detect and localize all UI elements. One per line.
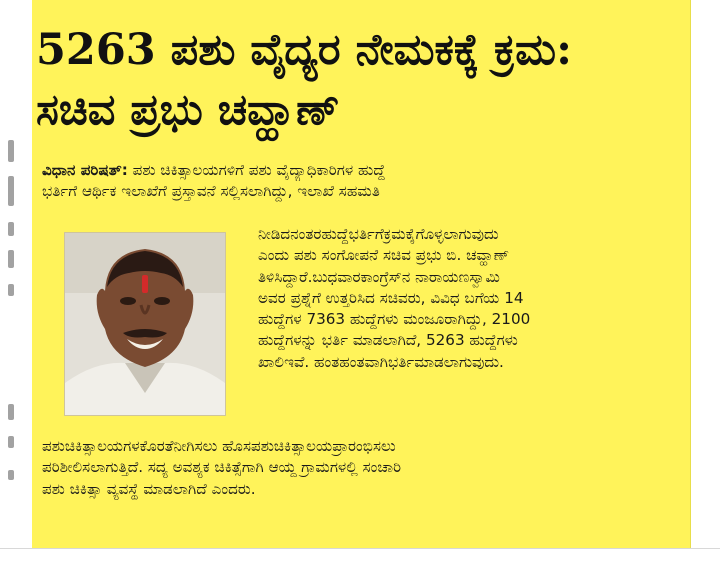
adjacent-column-edge [0, 0, 30, 561]
article-body-side [258, 224, 660, 373]
body-line: ಎಂದು ಪಶು ಸಂಗೋಪನೆ ಸಚಿವ ಪ್ರಭು ಬಿ. ಚವ್ಹಾಣ್ [258, 246, 510, 265]
body-line: ತಿಳಿಸಿದ್ದಾರೆ.ಬುಧವಾರಕಾಂಗ್ರೆಸ್‌ನ ನಾರಾಯಣಸ್ವಾಮಿ [258, 267, 501, 286]
body-line: ನೀಡಿದನಂತರಹುದ್ದೆಭರ್ತಿಗೆಕ್ರಮಕೈಗೊಳ್ಳಲಾಗುವುದು [258, 225, 499, 243]
body-line: ಭರ್ತಿಗೆ ಆರ್ಥಿಕ ಇಲಾಖೆಗೆ ಪ್ರಸ್ತಾವನೆ ಸಲ್ಲಿಸಲಾಗಿದ್ದು, ಇಲಾಖೆ ಸಹಮತಿ [42, 182, 380, 201]
body-line [42, 160, 662, 181]
headline-line-1: 5263 ಪಶು ವೈದ್ಯರ ನೇಮಕಕ್ಕೆ ಕ್ರಮ: [36, 25, 572, 75]
page-margin [0, 548, 720, 562]
body-text: ಪಶು ಚಿಕಿತ್ಸಾಲಯಗಳಿಗೆ ಪಶು ವೈದ್ಯಾಧಿಕಾರಿಗಳ ಹುದ್ದೆ [127, 161, 386, 179]
article-body-top [42, 160, 662, 203]
body-line: ಪಶು ಚಿಕಿತ್ಸಾ ವ್ಯವಸ್ಥೆ ಮಾಡಲಾಗಿದೆ ಎಂದರು. [42, 479, 256, 498]
body-line: ಹುದ್ದೆಗಳ 7363 ಹುದ್ದೆಗಳು ಮಂಜೂರಾಗಿದ್ದು, 2100 [258, 310, 531, 329]
body-line: ಪರಿಶೀಲಿಸಲಾಗುತ್ತಿದೆ. ಸದ್ಯ ಅವಶ್ಯಕ ಚಿಕಿತ್ಸೆಗಾಗಿ ಆಯ್ದ ಗ್ರಾಮಗಳಲ್ಲಿ ಸಂಚಾರಿ [42, 458, 402, 477]
minister-photo [64, 232, 226, 416]
headline-line-2: ಸಚಿವ ಪ್ರಭು ಚವ್ಹಾಣ್ [36, 85, 340, 135]
body-line: ಹುದ್ದೆಗಳನ್ನು ಭರ್ತಿ ಮಾಡಲಾಗಿದೆ, 5263 ಹುದ್ದೆಗಳು [258, 331, 518, 350]
headline [36, 20, 656, 140]
dateline: ವಿಧಾನ ಪರಿಷತ್: [42, 161, 128, 179]
article-body-bottom [42, 436, 662, 500]
body-line: ಖಾಲಿಇವೆ. ಹಂತಹಂತವಾಗಿಭರ್ತಿಮಾಡಲಾಗುವುದು. [258, 352, 504, 371]
body-line: ಪಶುಚಿಕಿತ್ಸಾಲಯಗಳಕೊರತೆನೀಗಿಸಲು ಹೊಸಪಶುಚಿಕಿತ್ಸಾಲಯಪ್ರಾರಂಭಿಸಲು [42, 437, 396, 455]
body-line: ಅವರ ಪ್ರಶ್ನೆಗೆ ಉತ್ತರಿಸಿದ ಸಚಿವರು, ವಿವಿಧ ಬಗೆಯ 14 [258, 288, 524, 307]
